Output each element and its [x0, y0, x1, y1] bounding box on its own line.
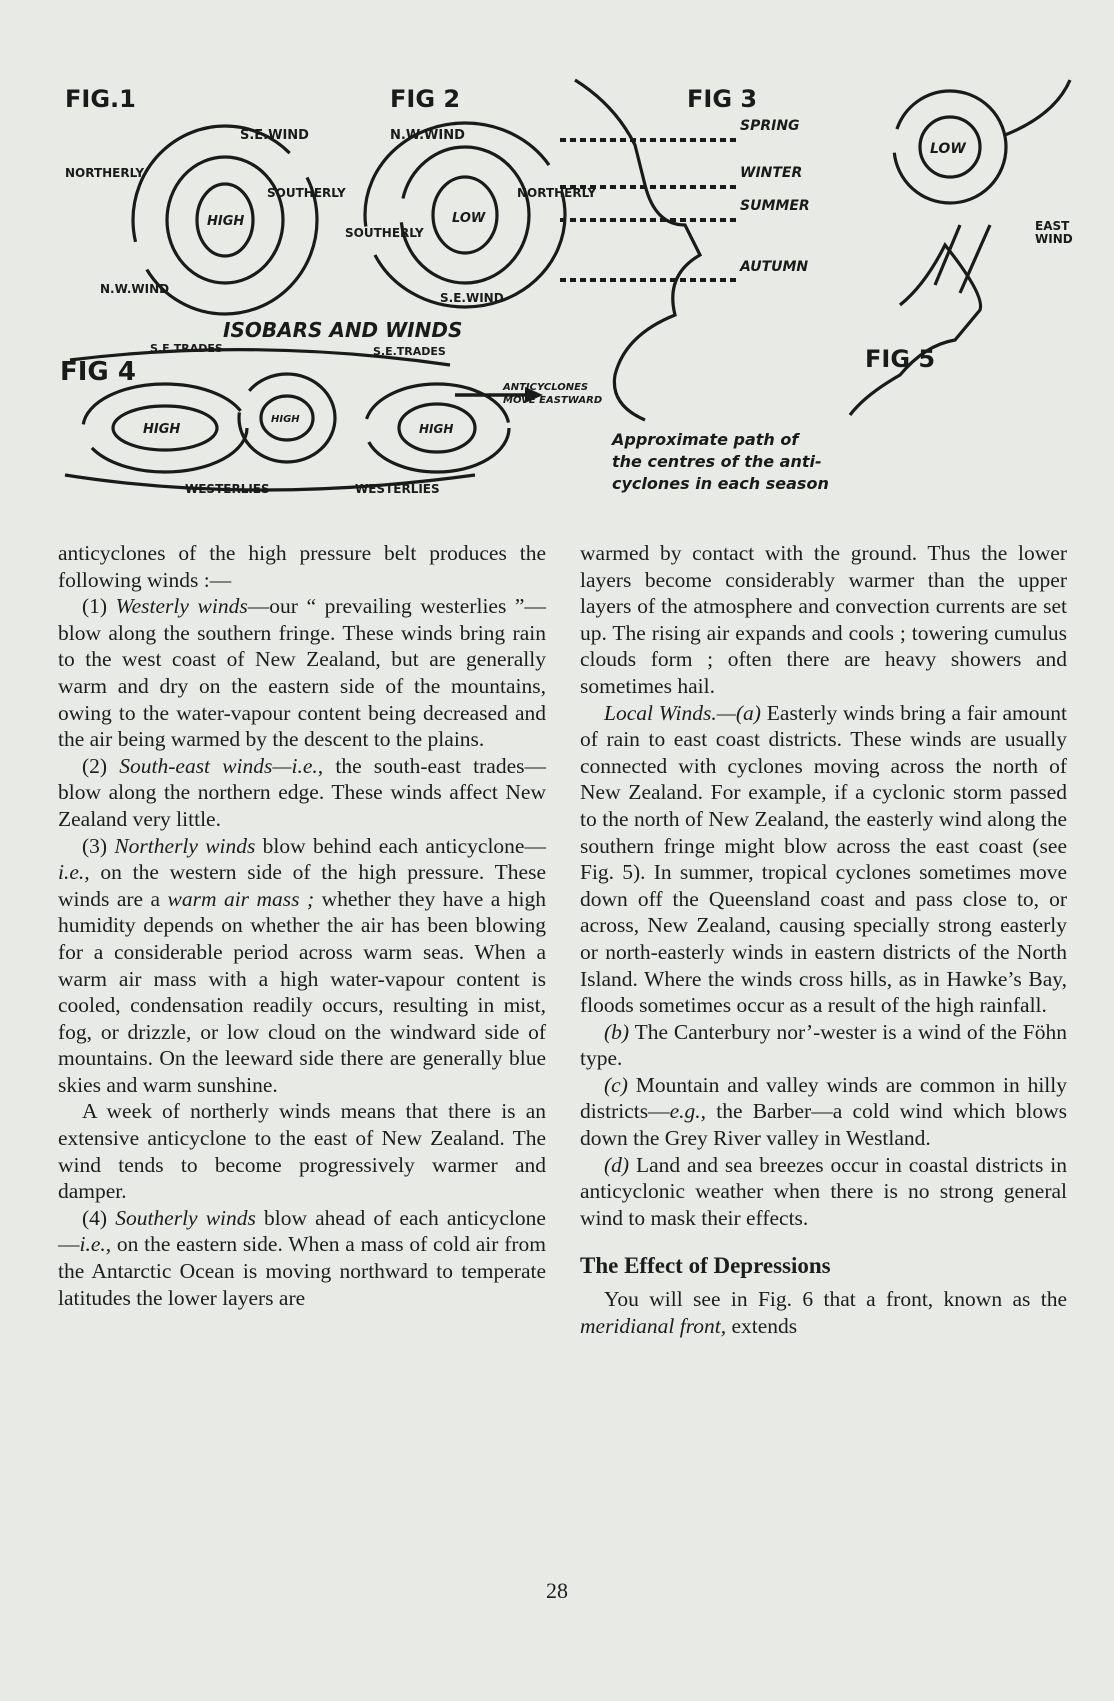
fig3-spring: SPRING: [740, 118, 800, 134]
abbreviation: i.e.,: [58, 860, 90, 885]
item-number: (4): [82, 1205, 116, 1230]
paragraph-b: [580, 1019, 1067, 1072]
fig5-wind-arrows: [935, 225, 990, 293]
isobars-caption: ISOBARS AND WINDS: [223, 318, 463, 342]
fig4-label: FIG 4: [60, 357, 136, 387]
fig2-northerly: NORTHERLY: [517, 186, 597, 200]
fig2-southerly: SOUTHERLY: [345, 226, 424, 240]
fig4-anticyclones-1: ANTICYCLONES: [503, 382, 589, 393]
paragraph-local-winds: [580, 700, 1067, 1019]
abbreviation: i.e.,: [79, 1232, 112, 1257]
left-text-column: [58, 540, 546, 1311]
paragraph-c: [580, 1072, 1067, 1152]
fig4-high-3: HIGH: [419, 422, 454, 436]
fig4-westerlies-1: WESTERLIES: [185, 482, 270, 496]
paragraph-southerly-winds: [58, 1205, 546, 1311]
paragraph-d: [580, 1152, 1067, 1232]
fig4-westerlies-2: WESTERLIES: [355, 482, 440, 496]
fig1-southerly: SOUTHERLY: [267, 186, 346, 200]
fig4-high-1: HIGH: [143, 422, 181, 437]
paragraph: warmed by contact with the ground. Thus the lower layers become considerably warmer than the upper layers of the atmosphere and convection currents are set up. The rising air expands and cools ; towering cumulus clouds form ; often there are heavy showers and sometimes hail.: [580, 541, 1067, 698]
paragraph-text: Land and sea breezes occur in coastal districts in anticyclonic weather when there is no strong general wind to mask their effects.: [580, 1152, 1067, 1230]
term: South-east winds—i.e.,: [119, 753, 324, 778]
paragraph-text: —our “ prevailing westerlies ”—blow along the southern fringe. These winds bring rain to the west coast of New Zealand, but are generally warm and dry on the eastern side of the mountains, owing to the water-vapour content being decreased and the air being warmed by the descent to the plains.: [58, 594, 546, 752]
fig1-se-wind: S.E.WIND: [240, 128, 309, 143]
fig5-coastline: [850, 245, 981, 415]
paragraph-text: Mountain and valley winds are common in hilly districts—: [580, 1072, 1067, 1124]
fig5-east: EAST: [1035, 219, 1070, 233]
fig3-label: FIG 3: [687, 85, 758, 113]
paragraph-westerly-winds: [58, 593, 546, 753]
fig5-wind: WIND: [1035, 232, 1073, 246]
term: meridianal front,: [580, 1313, 727, 1338]
fig4-se-trades-2: S.E.TRADES: [373, 345, 446, 358]
fig4-high-2: HIGH: [271, 414, 300, 425]
page-number: 28: [546, 1578, 568, 1603]
fig2-low: LOW: [452, 211, 486, 226]
term: Northerly winds: [114, 833, 256, 858]
paragraph-text: extends: [726, 1313, 798, 1338]
fig4-anticyclones-2: MOVE EASTWARD: [503, 395, 603, 406]
abbreviation: e.g.,: [669, 1099, 707, 1124]
paragraph-text: You will see in Fig. 6 that a front, known as the: [604, 1287, 1067, 1312]
fig3-coastline: [575, 80, 700, 420]
term: warm air mass ;: [167, 886, 315, 911]
paragraph-text: the south-east trades—blow along the northern edge. These winds affect New Zealand very little.: [58, 753, 546, 831]
item-number: (3): [82, 833, 115, 858]
item-number: (2): [82, 753, 120, 778]
paragraph: anticyclones of the high pressure belt produces the following winds :—: [58, 541, 546, 592]
fig3-caption-line-2: the centres of the anti-: [612, 452, 822, 471]
fig4-se-trades-1: S.E.TRADES: [150, 342, 223, 355]
section-heading: The Effect of Depressions: [580, 1253, 831, 1279]
right-text-column: [580, 540, 1067, 1339]
paragraph-effect-of-depressions: [580, 1286, 1067, 1339]
term: Westerly winds: [115, 594, 248, 619]
fig5-isobar-outer: [1005, 80, 1070, 135]
paragraph-text: The Canterbury nor’-wester is a wind of the Föhn type.: [580, 1019, 1067, 1071]
fig5-label: FIG 5: [865, 345, 936, 373]
paragraph-text: blow behind each anticyclone—: [255, 833, 546, 858]
item-number: (1): [82, 594, 116, 619]
item-letter: (b): [604, 1019, 630, 1044]
paragraph-text: on the eastern side. When a mass of cold air from the Antarctic Ocean is moving northward to temperate latitudes the lower layers are: [58, 1232, 546, 1310]
item-letter: (d): [604, 1152, 630, 1177]
fig3-winter: WINTER: [740, 165, 803, 181]
fig3-summer: SUMMER: [740, 198, 810, 214]
term: Southerly winds: [115, 1205, 256, 1230]
paragraph-text: the Barber—a cold wind which blows down the Grey River valley in Westland.: [580, 1099, 1067, 1151]
fig1-nw-wind: N.W.WIND: [100, 282, 170, 296]
fig2-nw-wind: N.W.WIND: [390, 128, 465, 143]
fig2-label: FIG 2: [390, 85, 461, 113]
fig3-caption-line-1: Approximate path of: [612, 430, 799, 449]
figures-panel: [55, 75, 1080, 515]
paragraph-text: whether they have a high humidity depends on whether the air has been blowing for a considerable period across warm seas. When a warm air mass with a high water-vapour content is cooled, condensation readily occurs, resulting in mist, fog, or drizzle, or low cloud on the windward side of mountains. On the leeward side there are generally blue skies and warm sunshine.: [58, 886, 546, 1097]
fig1-high: HIGH: [207, 214, 245, 229]
paragraph-text: blow ahead of each anticyclone—: [58, 1205, 546, 1257]
paragraph-text: Easterly winds bring a fair amount of rain to east coast districts. These winds are usually connected with cyclones moving across the north of New Zealand. For example, if a cyclonic storm passed to the north of New Zealand, the easterly wind along the southern fringe might blow across the east coast (see Fig. 5). In summer, tropical cyclones sometimes move down off the Queensland coast and pass close to, or across, New Zealand, causing specially strong easterly or north-easterly winds in eastern districts of the North Island. Where the winds cross hills, as in Hawke’s Bay, floods sometimes occur as a result of the high rainfall.: [580, 700, 1067, 1018]
paragraph-text: on the western side of the high pressure. These winds are a: [58, 860, 546, 911]
paragraph: A week of northerly winds means that there is an extensive anticyclone to the east of New Zealand. The wind tends to become progressively warmer and damper.: [58, 1099, 546, 1204]
fig1-northerly: NORTHERLY: [65, 166, 145, 180]
isobar-diagrams: [55, 75, 1080, 515]
fig3-autumn: AUTUMN: [740, 259, 809, 275]
item-letter: (c): [604, 1072, 628, 1097]
term: Local Winds.—(a): [604, 700, 761, 725]
fig5-low: LOW: [930, 141, 966, 157]
fig1-label: FIG.1: [65, 85, 136, 113]
fig2-se-wind: S.E.WIND: [440, 291, 504, 305]
paragraph-south-east-winds: [58, 753, 546, 833]
paragraph-northerly-winds: [58, 833, 546, 1099]
fig3-caption-line-3: cyclones in each season: [612, 474, 829, 493]
